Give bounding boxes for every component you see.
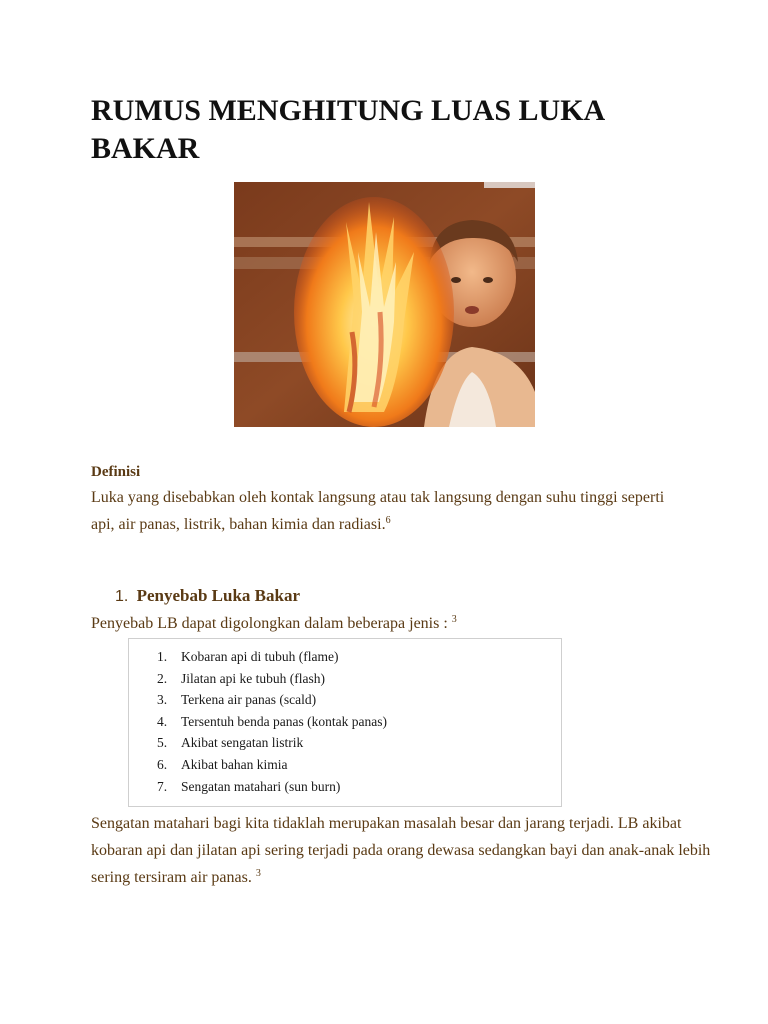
list-item: 1. Kobaran api di tubuh (flame) (157, 649, 339, 664)
definition-text: Luka yang disebabkan oleh kontak langsung atau tak langsung dengan suhu tinggi seperti api, air panas, listrik, bahan kimia dan radiasi.$^6$ (91, 489, 665, 533)
causes-list (157, 646, 387, 797)
intro-footnote-ref: 3 (451, 614, 457, 625)
section-heading-penyebab: 1. Penyebab Luka Bakar (115, 586, 301, 605)
definition-footnote-ref: 6 (385, 515, 391, 526)
document-title: RUMUS MENGHITUNG LUAS LUKA BAKAR (91, 94, 604, 165)
list-item: 3. Terkena air panas (scald) (157, 692, 317, 708)
section-intro: Penyebab LB dapat digolongkan dalam beberapa jenis : $^3$ (91, 614, 457, 632)
list-item: 7. Sengatan matahari (sun burn) (157, 778, 341, 794)
section-number: 1. (115, 588, 129, 605)
causes-list-box (128, 638, 562, 807)
paragraph-footnote-ref: 3 (255, 868, 261, 879)
list-item: 4. Tersentuh benda panas (kontak panas) (157, 713, 387, 729)
list-item: 2. Jilatan api ke tubuh (flash) (157, 670, 325, 686)
definition-heading: Definisi (91, 464, 141, 480)
burning-hand-photo (234, 182, 535, 427)
list-item: 5. Akibat sengatan listrik (157, 735, 304, 751)
list-item: 6. Akibat bahan kimia (157, 756, 288, 772)
section-paragraph: Sengatan matahari bagi kita tidaklah merupakan masalah besar dan jarang terjadi. LB akibat kobaran api dan jilatan api sering terjadi pada orang dewasa sedangkan bayi dan anak-anak lebih sering tersiram air panas. $^3$ (91, 815, 711, 886)
